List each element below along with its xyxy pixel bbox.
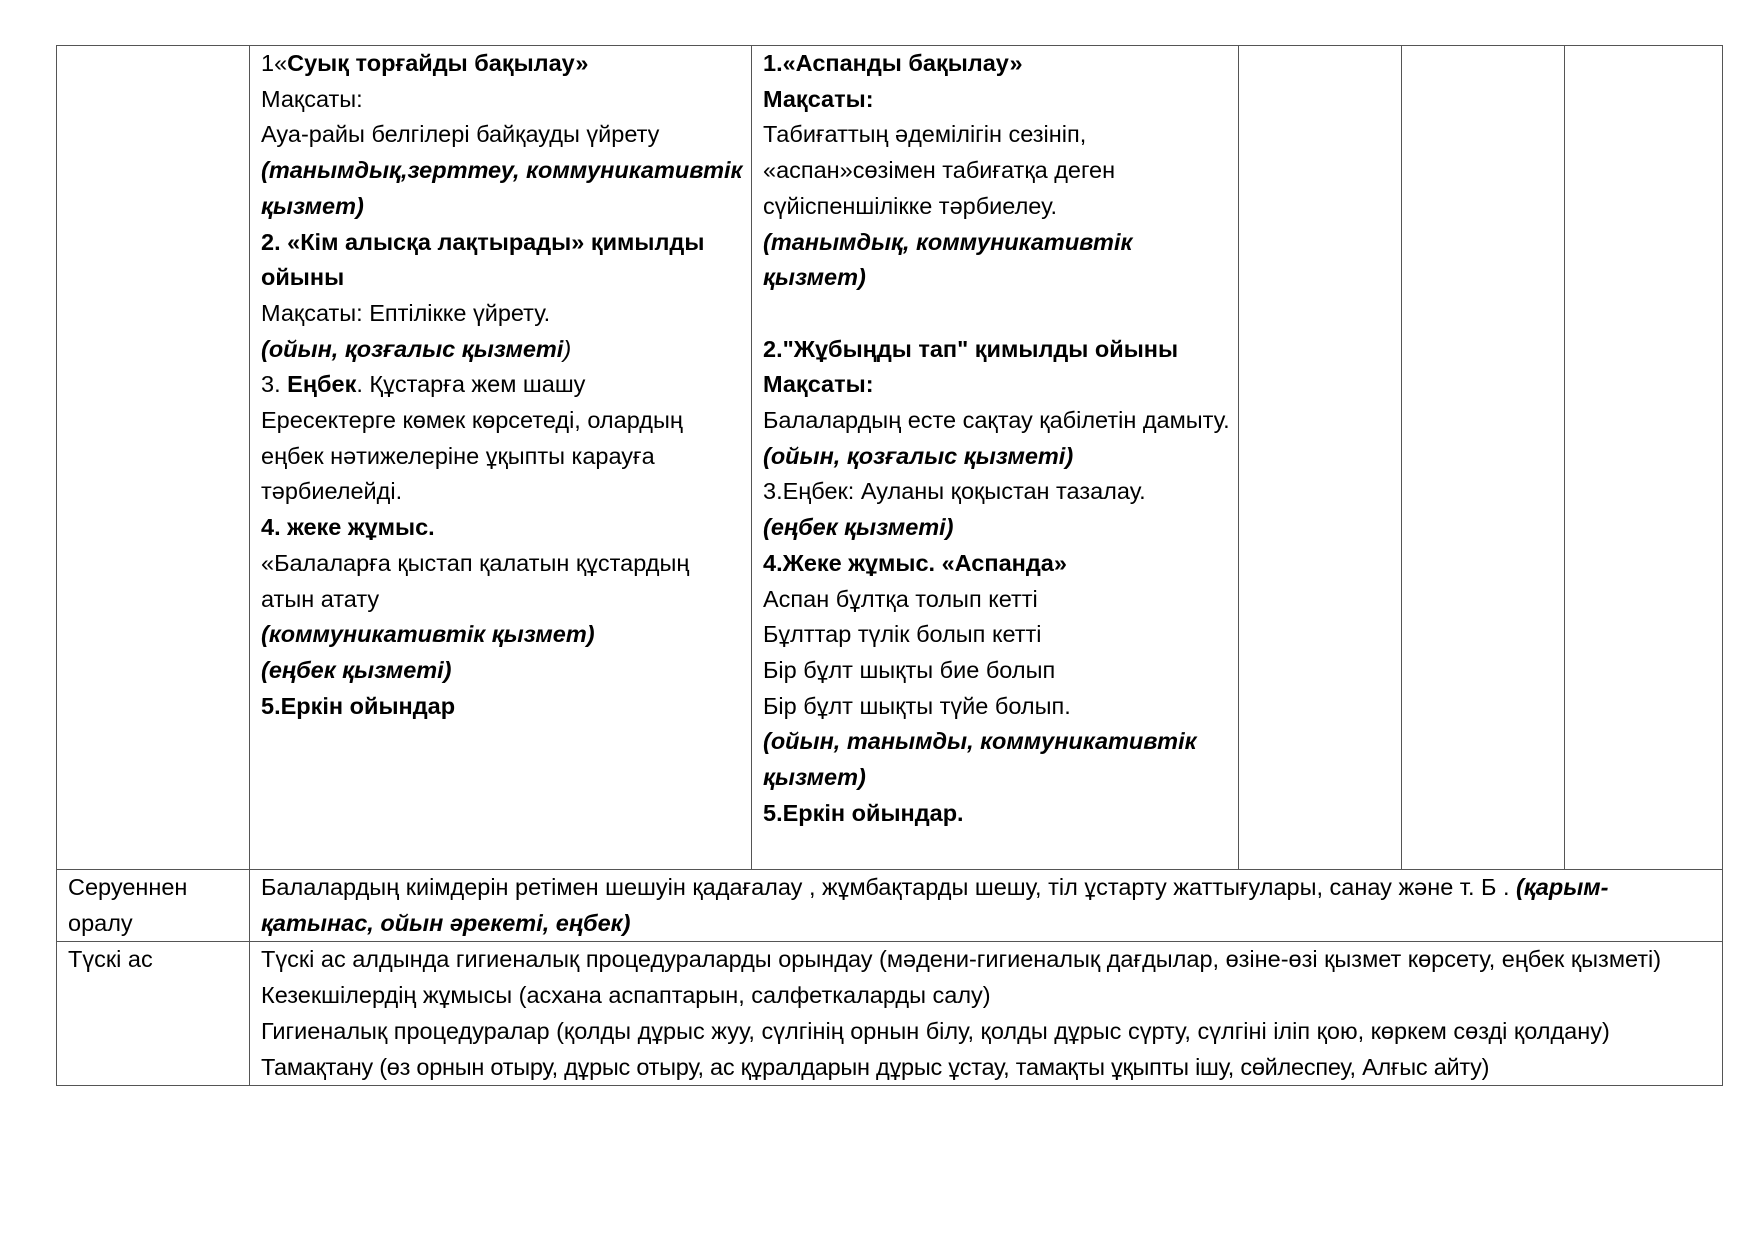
walk-a-item3-desc: Ересектерге көмек көрсетеді, олардың еңбек нәтижелеріне ұқыпты карауға тәрбиелейді. xyxy=(261,407,683,505)
lunch-label xyxy=(57,942,250,1086)
walk-plan-cell-b xyxy=(752,46,1239,870)
lunch-line: Гигиеналық процедуралар (қолды дұрыс жуу, сүлгінің орнын білу, қолды дұрыс сүрту, сүлгіні іліп қою, көркем сөзді қолдану) xyxy=(261,1017,1610,1044)
walk-a-item4-text: «Балаларға қыстап қалатын құстардың атын атату xyxy=(261,549,690,612)
walk-a-activity2: (ойын, қозғалыс қызметі xyxy=(261,335,564,362)
empty-cell xyxy=(1402,46,1565,870)
return-label xyxy=(57,870,250,942)
return-text: Балалардың киімдерін ретімен шешуін қадағалау , жұмбақтарды шешу, тіл ұстарту жаттығулары, санау және т. Б xyxy=(261,874,1497,900)
walk-b-goal2-text: Балалардың есте сақтау қабілетін дамыту. xyxy=(763,407,1230,434)
walk-b-item4-title: 4.Жеке жұмыс. «Аспанда» xyxy=(763,549,1067,576)
walk-a-item1-title: Суық торғайды бақылау» xyxy=(287,50,589,76)
walk-b-poem-line1: Аспан бұлтқа толып кетті xyxy=(763,585,1038,612)
walk-a-item2-goal: Мақсаты: Ептілікке үйрету. xyxy=(261,299,551,326)
walk-a-activity4a: (коммуникативтік қызмет) xyxy=(261,621,595,648)
return-row xyxy=(57,870,1723,942)
return-label-text: Серуеннен оралу xyxy=(68,874,188,936)
walk-b-poem-line2: Бұлттар түлік болып кетті xyxy=(763,621,1042,648)
lunch-line: Түскі ас алдында гигиеналық процедураларды орындау (мәдени-гигиеналық дағдылар, өзіне-өзі қызмет көрсету, еңбек қызметі) xyxy=(261,946,1662,973)
walk-a-goal-text: Ауа-райы белгілері байқауды үйрету xyxy=(261,121,660,148)
walk-b-item2-title: 2."Жұбыңды тап" қимылды ойыны xyxy=(763,335,1179,362)
walk-b-item5-title: 5.Еркін ойындар. xyxy=(763,799,964,826)
walk-b-activity4: (ойын, танымды, коммуникативтік қызмет) xyxy=(763,728,1197,791)
walk-b-goal2-label: Мақсаты: xyxy=(763,371,874,398)
walk-b-activity3: (еңбек қызметі) xyxy=(763,514,954,541)
walk-a-activity2-close: ) xyxy=(563,335,572,362)
item-number: 3. xyxy=(261,371,288,398)
empty-cell xyxy=(1565,46,1723,870)
lunch-line: Кезекшілердің жұмысы (асхана аспаптарын, салфеткаларды салу) xyxy=(261,982,991,1009)
return-activity: (қарым-қатынас, ойын әрекеті, еңбек) xyxy=(261,874,1609,936)
walk-b-activity2: (ойын, қозғалыс қызметі) xyxy=(763,442,1074,469)
walk-b-poem-line3: Бір бұлт шықты бие болып xyxy=(763,656,1056,683)
lunch-row xyxy=(57,942,1723,1086)
lunch-line: Тамақтану (өз орнын отыру, дұрыс отыру, ас құралдарын дұрыс ұстау, тамақты ұқыпты ішу, сөйлеспеу, Алғыс айту) xyxy=(261,1053,1490,1080)
walk-plan-cell-a xyxy=(250,46,752,870)
lunch-content xyxy=(250,942,1723,1086)
walk-a-item4-title: 4. жеке жұмыс. xyxy=(261,514,435,541)
walk-b-item3-text: 3.Еңбек: Ауланы қоқыстан тазалау. xyxy=(763,478,1146,505)
walk-b-goal-label: Мақсаты: xyxy=(763,85,874,112)
walk-a-item3-label: Еңбек xyxy=(287,371,357,398)
return-activity-prefix: . xyxy=(1502,874,1517,900)
walk-a-item3-text: . Құстарға жем шашу xyxy=(356,371,586,398)
walk-b-activity1: (танымдық, коммуникативтік қызмет) xyxy=(763,228,1133,291)
walk-a-activity4b: (еңбек қызметі) xyxy=(261,656,452,683)
daily-plan-table xyxy=(56,45,1723,1086)
return-content xyxy=(250,870,1723,942)
walk-label-cell xyxy=(57,46,250,870)
item-number: 1« xyxy=(261,50,288,76)
walk-a-activity1: (танымдық,зерттеу, коммуникативтік қызмет) xyxy=(261,157,743,219)
walk-b-goal-text: Табиғаттың әдемілігін сезініп, «аспан»сөзімен табиғатқа деген сүйіспеншілікке тәрбиелеу. xyxy=(763,121,1116,219)
empty-cell xyxy=(1239,46,1402,870)
walk-row xyxy=(57,46,1723,870)
walk-a-goal-label: Мақсаты: xyxy=(261,85,363,112)
lunch-label-text: Түскі ас xyxy=(68,946,153,973)
walk-a-item2-title: 2. «Кім алысқа лақтырады» қимылды ойыны xyxy=(261,228,705,291)
walk-b-poem-line4: Бір бұлт шықты түйе болып. xyxy=(763,692,1071,719)
walk-a-item5-title: 5.Еркін ойындар xyxy=(261,692,456,719)
spacer xyxy=(763,296,1232,332)
walk-b-item1-title: 1.«Аспанды бақылау» xyxy=(763,50,1023,76)
